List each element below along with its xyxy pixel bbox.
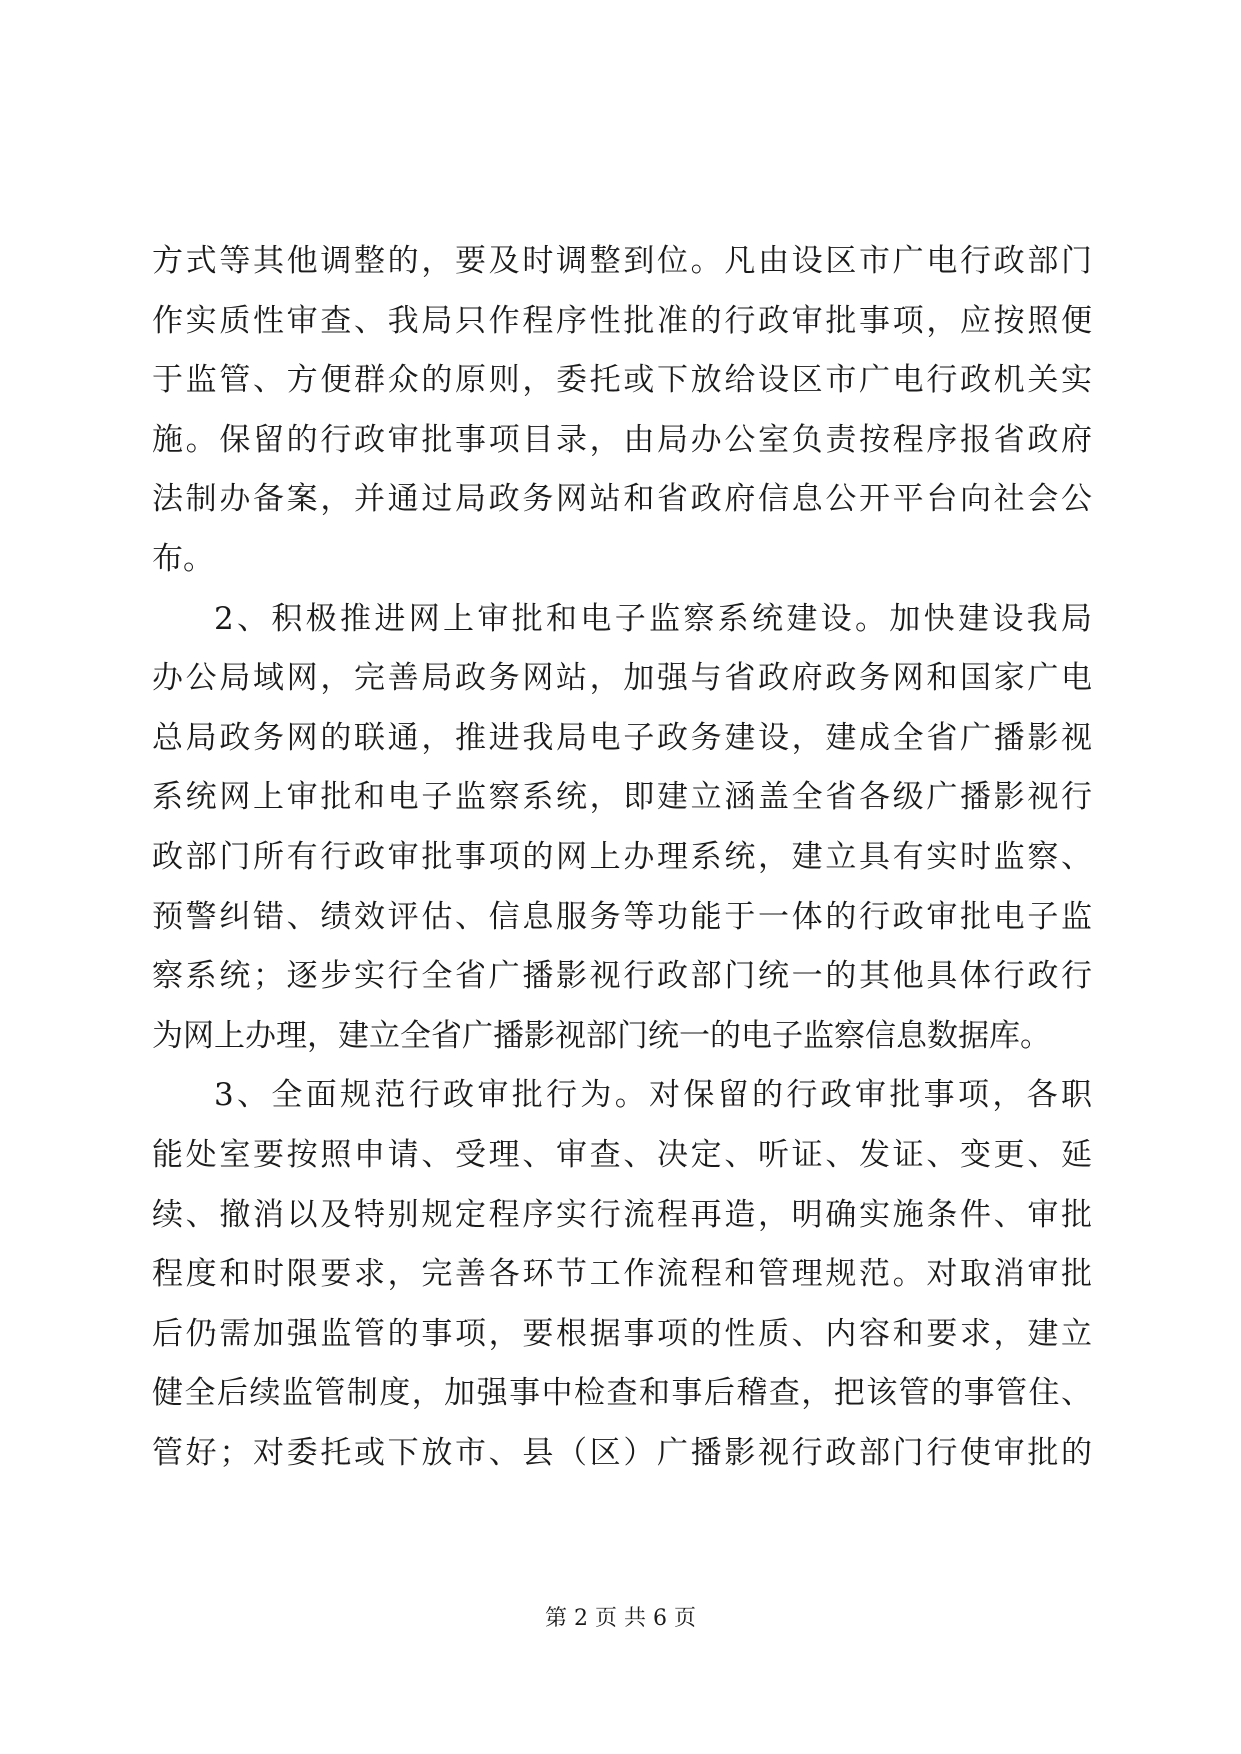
text-line: 法制办备案，并通过局政务网站和省政府信息公开平台向社会公: [152, 481, 1092, 518]
text-line: 系统网上审批和电子监察系统，即建立涵盖全省各级广播影视行: [152, 779, 1092, 816]
text-line: 续、撤消以及特别规定程序实行流程再造，明确实施条件、审批: [152, 1196, 1092, 1233]
text-line: 察系统；逐步实行全省广播影视行政部门统一的其他具体行政行: [152, 958, 1092, 995]
text-line: 后仍需加强监管的事项，要根据事项的性质、内容和要求，建立: [152, 1315, 1092, 1352]
text-line: 布。: [152, 540, 214, 577]
text-line: 健全后续监管制度，加强事中检查和事后稽查，把该管的事管住、: [152, 1375, 1092, 1412]
text-line: 总局政务网的联通，推进我局电子政务建设，建成全省广播影视: [152, 719, 1092, 756]
text-line: 施。保留的行政审批事项目录，由局办公室负责按程序报省政府: [152, 421, 1092, 458]
text-line: 政部门所有行政审批事项的网上办理系统，建立具有实时监察、: [152, 838, 1092, 875]
page-number-footer: 第 2 页 共 6 页: [545, 1606, 696, 1631]
text-line: 管好；对委托或下放市、县（区）广播影视行政部门行使审批的: [152, 1434, 1092, 1471]
text-line: 程度和时限要求，完善各环节工作流程和管理规范。对取消审批: [152, 1256, 1092, 1293]
paragraph-2-first-line: 2、积极推进网上审批和电子监察系统建设。加快建设我局: [214, 600, 1092, 637]
text-line: 预警纠错、绩效评估、信息服务等功能于一体的行政审批电子监: [152, 898, 1092, 935]
body-text: [152, 232, 1092, 1483]
text-line: 于监管、方便群众的原则，委托或下放给设区市广电行政机关实: [152, 362, 1092, 399]
text-line: 方式等其他调整的，要及时调整到位。凡由设区市广电行政部门: [152, 243, 1092, 279]
text-line: 办公局域网，完善局政务网站，加强与省政府政务网和国家广电: [152, 660, 1092, 697]
text-line: 作实质性审查、我局只作程序性批准的行政审批事项，应按照便: [152, 302, 1092, 339]
text-line: 为网上办理，建立全省广播影视部门统一的电子监察信息数据库。: [152, 1017, 1051, 1054]
paragraph-3-first-line: 3、全面规范行政审批行为。对保留的行政审批事项，各职: [214, 1077, 1092, 1114]
text-line: 能处室要按照申请、受理、审查、决定、听证、发证、变更、延: [152, 1136, 1092, 1173]
